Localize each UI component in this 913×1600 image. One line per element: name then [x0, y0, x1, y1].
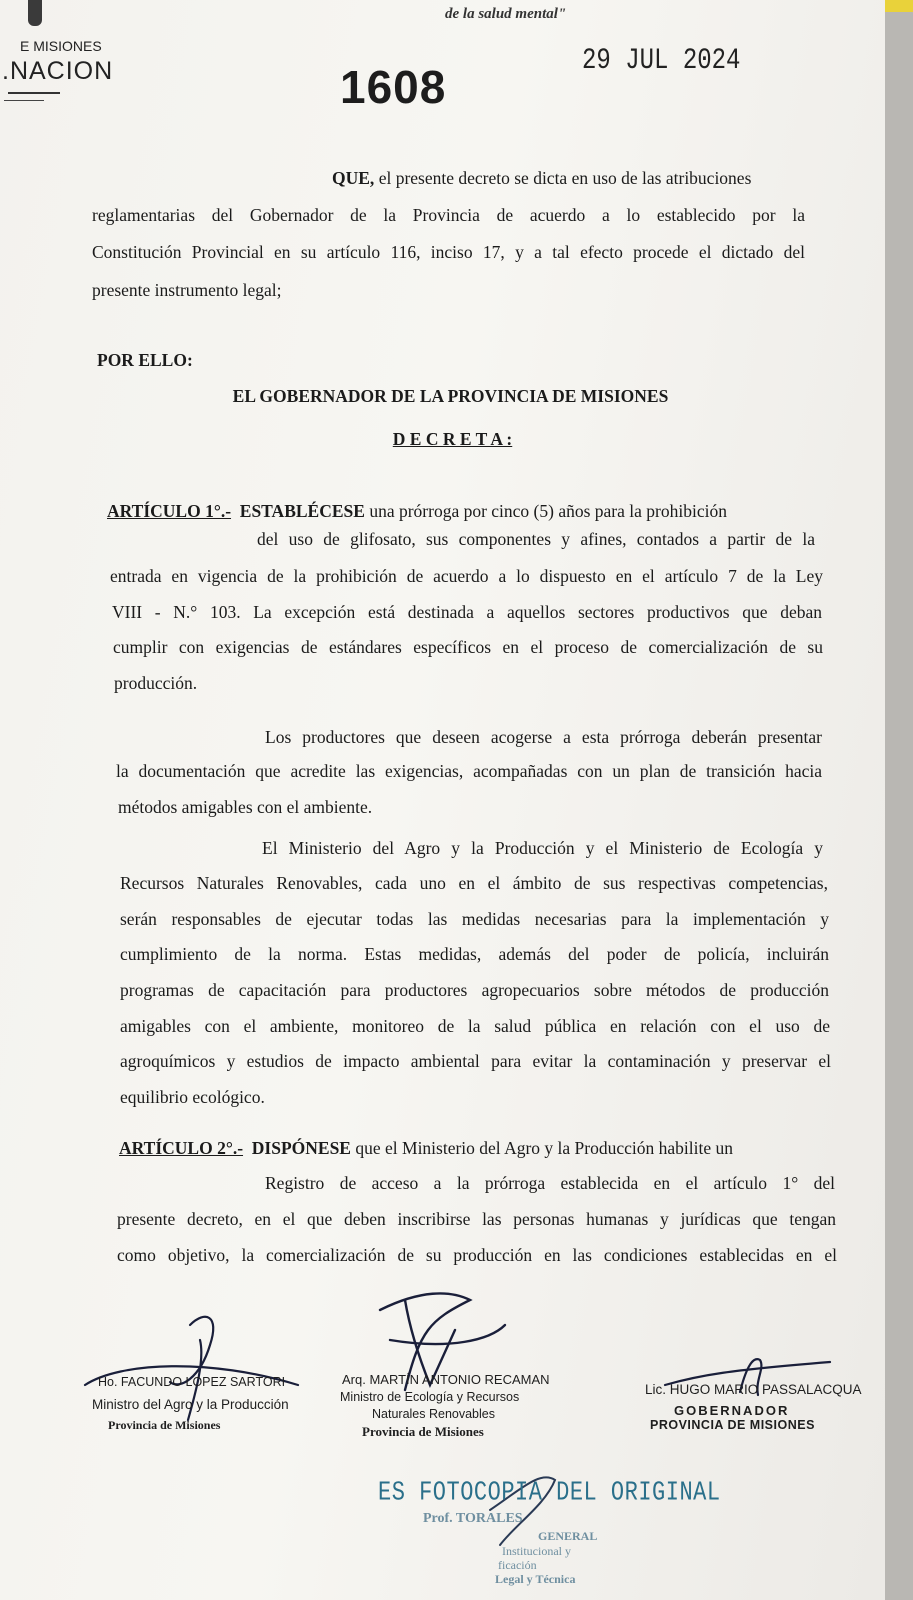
copy-stamp-line: GENERAL [538, 1529, 598, 1543]
sig-left-name: Ho. FACUNDO LOPEZ SARTORI [98, 1375, 286, 1389]
sig-right-name: Lic. HUGO MARIO PASSALACQUA [645, 1382, 862, 1397]
art1-line: cumplir con exigencias de estándares específicos en el proceso de comercialización de su [113, 637, 823, 657]
governor-heading: EL GOBERNADOR DE LA PROVINCIA DE MISIONES [232, 386, 669, 406]
art1-keyword: ESTABLÉCESE [239, 501, 365, 521]
copy-stamp-title: ES FOTOCOPIA DEL ORIGINAL [378, 1478, 721, 1508]
art1-p3-line: El Ministerio del Agro y la Producción y el Ministerio de Ecología y [262, 838, 823, 858]
art1-p3-line: programas de capacitación para productores agropecuarios sobre métodos de producción [120, 980, 829, 1000]
art1-line: producción. [114, 673, 198, 693]
copy-stamp-line: ficación [498, 1558, 537, 1572]
que-line: reglamentarias del Gobernador de la Provincia de acuerdo a lo establecido por la [92, 205, 805, 225]
art2-label: ARTÍCULO 2°.- [119, 1138, 244, 1158]
que-lead: QUE, [332, 168, 375, 188]
sig-center-place: Provincia de Misiones [362, 1424, 484, 1439]
art1-p3-line: serán responsables de ejecutar todas las medidas necesarias para la implementación y [120, 909, 829, 929]
que-first-text: el presente decreto se dicta en uso de las atribuciones [374, 168, 752, 188]
art2-line: Registro de acceso a la prórroga establecida en el artículo 1° del [265, 1173, 835, 1193]
art1-label: ARTÍCULO 1°.- [107, 501, 232, 521]
header-motto: de la salud mental" [445, 6, 567, 22]
art2-line: como objetivo, la comercialización de su producción en las condiciones establecidas en el [117, 1245, 837, 1265]
copy-stamp-line: Legal y Técnica [495, 1572, 576, 1586]
art1-p3-line: Recursos Naturales Renovables, cada uno en el ámbito de sus respectivas competencias, [120, 873, 828, 893]
art1-p2-line: métodos amigables con el ambiente. [118, 797, 373, 817]
art1-p2-line: la documentación que acredite las exigencias, acompañadas con un plan de transición hacia [116, 761, 822, 781]
que-first-line [332, 168, 751, 189]
sig-right-place: PROVINCIA DE MISIONES [650, 1418, 815, 1432]
sig-center-role2: Naturales Renovables [372, 1407, 495, 1421]
art1-first-text: una prórroga por cinco (5) años para la prohibición [364, 501, 727, 521]
art1-line: VIII - N.° 103. La excepción está destinada a aquellos sectores productivos que deban [112, 602, 822, 622]
copy-stamp-line: Prof. TORALES [423, 1511, 523, 1526]
sig-right-role: GOBERNADOR [674, 1403, 790, 1418]
yellow-corner [885, 0, 913, 12]
art1-first-line [107, 501, 727, 522]
art2-line: presente decreto, en el que deben inscribirse las personas humanas y jurídicas que tengan [117, 1209, 836, 1229]
art1-line: del uso de glifosato, sus componentes y afines, contados a partir de la [257, 529, 815, 549]
decreta-heading: D E C R E T A : [392, 429, 513, 449]
copy-stamp-line: Institucional y [502, 1544, 571, 1558]
header-rule [4, 100, 44, 101]
header-rule [8, 92, 60, 94]
art1-p3-line: amigables con el ambiente, monitoreo de la salud pública en relación con el uso de [120, 1016, 830, 1036]
art1-p3-line: cumplimiento de la norma. Estas medidas, además del poder de policía, incluirán [120, 944, 829, 964]
seal-fragment [28, 0, 42, 26]
por-ello: POR ELLO: [97, 350, 193, 370]
art2-keyword: DISPÓNESE [251, 1138, 351, 1158]
header-province: E MISIONES [20, 38, 102, 54]
decree-number: 1608 [340, 61, 447, 113]
sig-center-name: Arq. MARTÍN ANTONIO RECAMAN [342, 1372, 550, 1387]
sig-center-role1: Ministro de Ecología y Recursos [340, 1390, 520, 1404]
header-ministry: .NACION [2, 57, 114, 85]
page-edge-background [885, 0, 913, 1600]
art1-line: entrada en vigencia de la prohibición de acuerdo a lo dispuesto en el artículo 7 de la Ley [110, 566, 823, 586]
sig-left-role: Ministro del Agro y la Producción [92, 1397, 289, 1412]
art2-first-line [119, 1138, 733, 1159]
que-line: Constitución Provincial en su artículo 116, inciso 17, y a tal efecto procede el dictado del [92, 242, 805, 262]
art2-first-text: que el Ministerio del Agro y la Producción habilite un [350, 1138, 733, 1158]
art1-p2-line: Los productores que deseen acogerse a esta prórroga deberán presentar [265, 727, 822, 747]
art1-p3-line: equilibrio ecológico. [120, 1087, 265, 1107]
sig-left-place: Provincia de Misiones [108, 1418, 221, 1432]
art1-p3-line: agroquímicos y estudios de impacto ambiental para evitar la contaminación y preservar el [120, 1051, 831, 1071]
que-line: presente instrumento legal; [92, 280, 282, 300]
decree-date-stamp: 29 JUL 2024 [582, 44, 741, 78]
